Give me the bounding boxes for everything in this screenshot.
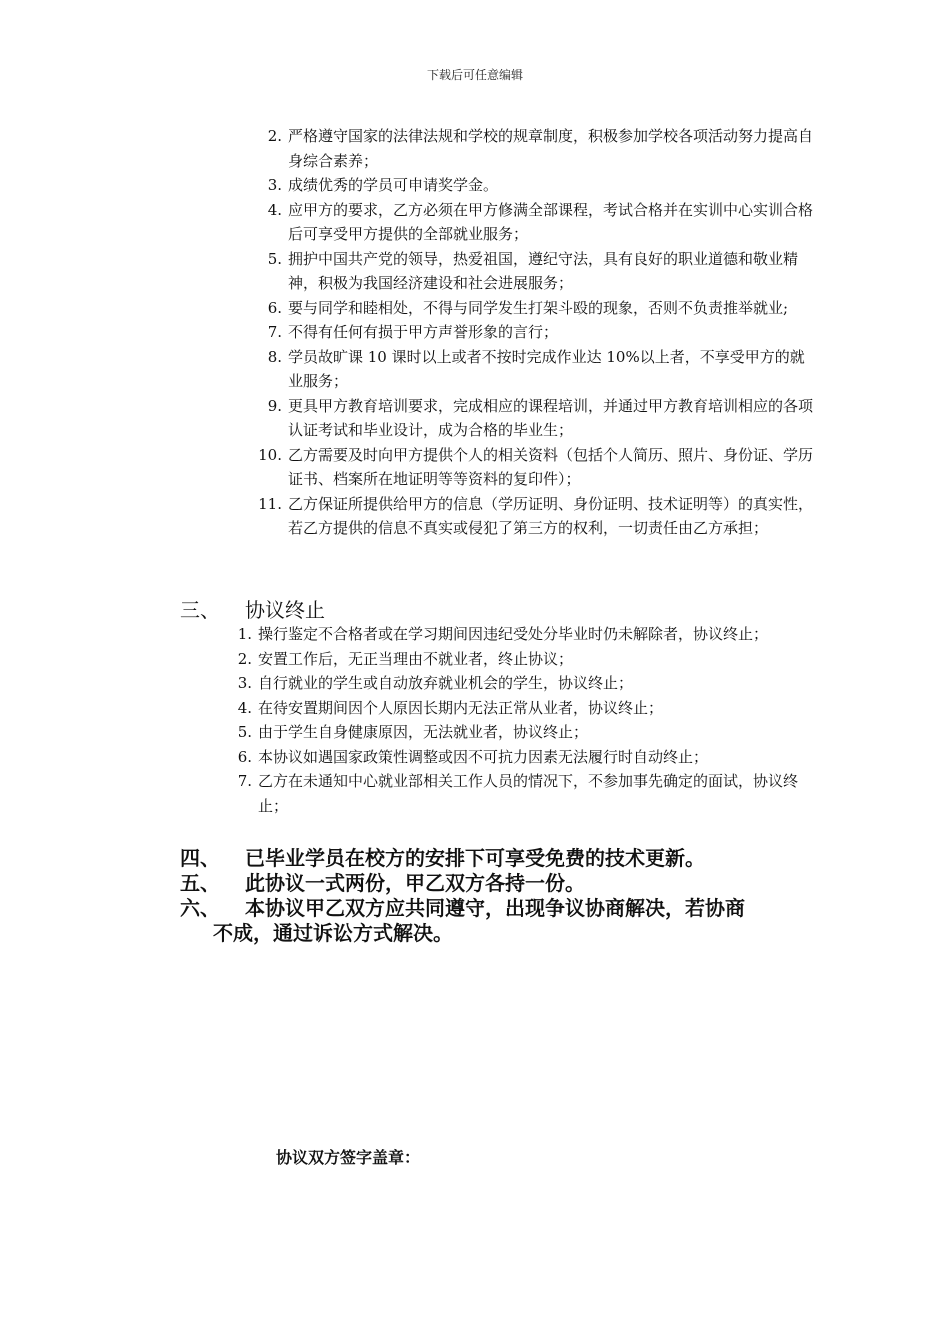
list-item-text: 严格遵守国家的法律法规和学校的规章制度，积极参加学校各项活动努力提高自身综合素养； — [288, 127, 814, 170]
list-item — [237, 622, 820, 647]
list-item-number: 3. — [267, 176, 282, 194]
list-item — [267, 198, 814, 247]
list-item-text: 拥护中国共产党的领导，热爱祖国，遵纪守法，具有良好的职业道德和敬业精神，积极为我国经济建设和社会进展服务； — [288, 249, 799, 292]
list-item-text: 要与同学和睦相处，不得与同学发生打架斗殴的现象，否则不负责推举就业; — [288, 298, 789, 317]
list-item — [267, 320, 813, 345]
list-item-text: 应甲方的要求，乙方必须在甲方修满全部课程，考试合格并在实训中心实训合格后可享受甲方提供的全部就业服务； — [288, 200, 814, 243]
list-item-number: 4. — [237, 698, 252, 717]
list-item — [267, 124, 814, 173]
section4-text: 已毕业学员在校方的安排下可享受免费的技术更新。 — [245, 846, 705, 870]
section3-list — [237, 622, 820, 818]
list-item — [237, 696, 820, 721]
list-item-text: 乙方保证所提供给甲方的信息（学历证明、身份证明、技术证明等）的真实性，若乙方提供的信息不真实或侵犯了第三方的权利，一切责任由乙方承担； — [288, 494, 814, 537]
list-item — [237, 671, 820, 696]
list-item-text: 更具甲方教育培训要求，完成相应的课程培训，并通过甲方教育培训相应的各项认证考试和毕业设计，成为合格的毕业生； — [288, 396, 814, 439]
list-item — [267, 247, 813, 296]
section4-paragraph — [180, 846, 705, 871]
list-item-number: 2. — [237, 649, 252, 668]
list-item — [258, 443, 814, 492]
list-item-text: 本协议如遇国家政策性调整或因不可抗力因素无法履行时自动终止； — [258, 747, 709, 766]
list-item — [267, 345, 813, 394]
list-item-text: 乙方在未通知中心就业部相关工作人员的情况下，不参加事先确定的面试，协议终止； — [258, 772, 799, 815]
list-item-number: 4. — [267, 200, 282, 219]
list-item-text: 成绩优秀的学员可申请奖学金。 — [288, 176, 499, 194]
list-item-number: 7. — [267, 323, 282, 341]
section3-title: 协议终止 — [245, 598, 325, 622]
signature-label: 协议双方签字盖章： — [276, 1148, 421, 1167]
list-item-number: 6. — [237, 747, 252, 766]
section3-number: 三、 — [180, 598, 220, 622]
page-header: 下载后可任意编辑 — [426, 68, 523, 82]
section5-text: 此协议一式两份，甲乙双方各持一份。 — [245, 871, 585, 895]
list-item — [237, 647, 820, 672]
list-item-number: 3. — [237, 674, 252, 692]
list-item-number: 9. — [267, 396, 282, 415]
section3-heading — [180, 598, 325, 623]
list-item-number: 7. — [237, 772, 252, 790]
list-item-text: 由于学生自身健康原因，无法就业者，协议终止； — [258, 723, 589, 741]
section4-number: 四、 — [180, 846, 220, 870]
section6-continuation: 不成，通过诉讼方式解决。 — [213, 921, 453, 945]
section6-paragraph — [180, 896, 820, 946]
list-item — [267, 173, 813, 198]
list-item-number: 11. — [258, 494, 282, 513]
list-item-number: 5. — [237, 723, 252, 741]
section2-list — [258, 124, 814, 541]
list-item-text: 学员故旷课 10 课时以上或者不按时完成作业达 10%以上者，不享受甲方的就业服务； — [288, 347, 805, 390]
list-item-number: 8. — [267, 347, 282, 366]
list-item-text: 在待安置期间因个人原因长期内无法正常从业者，协议终止； — [258, 698, 664, 717]
list-item-number: 10. — [258, 445, 282, 464]
list-item-text: 操行鉴定不合格者或在学习期间因违纪受处分毕业时仍未解除者，协议终止； — [258, 625, 769, 643]
list-item-number: 6. — [267, 298, 282, 317]
list-item — [237, 745, 820, 770]
list-item — [237, 769, 820, 818]
list-item-number: 1. — [237, 625, 252, 643]
list-item — [258, 492, 814, 541]
list-item-text: 不得有任何有损于甲方声誉形象的言行； — [288, 323, 559, 341]
list-item-text: 自行就业的学生或自动放弃就业机会的学生，协议终止； — [258, 674, 634, 692]
list-item-number: 5. — [267, 249, 282, 268]
list-item — [267, 394, 814, 443]
section5-number: 五、 — [180, 871, 220, 895]
section6-text: 本协议甲乙双方应共同遵守，出现争议协商解决，若协商 — [245, 896, 745, 920]
section5-paragraph — [180, 871, 585, 896]
list-item-number: 2. — [267, 127, 282, 145]
list-item-text: 安置工作后，无正当理由不就业者，终止协议； — [258, 649, 574, 668]
list-item — [237, 720, 820, 745]
section6-number: 六、 — [180, 896, 220, 920]
list-item — [267, 296, 813, 321]
list-item-text: 乙方需要及时向甲方提供个人的相关资料（包括个人简历、照片、身份证、学历证书、档案所在地证明等等资料的复印件）； — [288, 445, 814, 488]
